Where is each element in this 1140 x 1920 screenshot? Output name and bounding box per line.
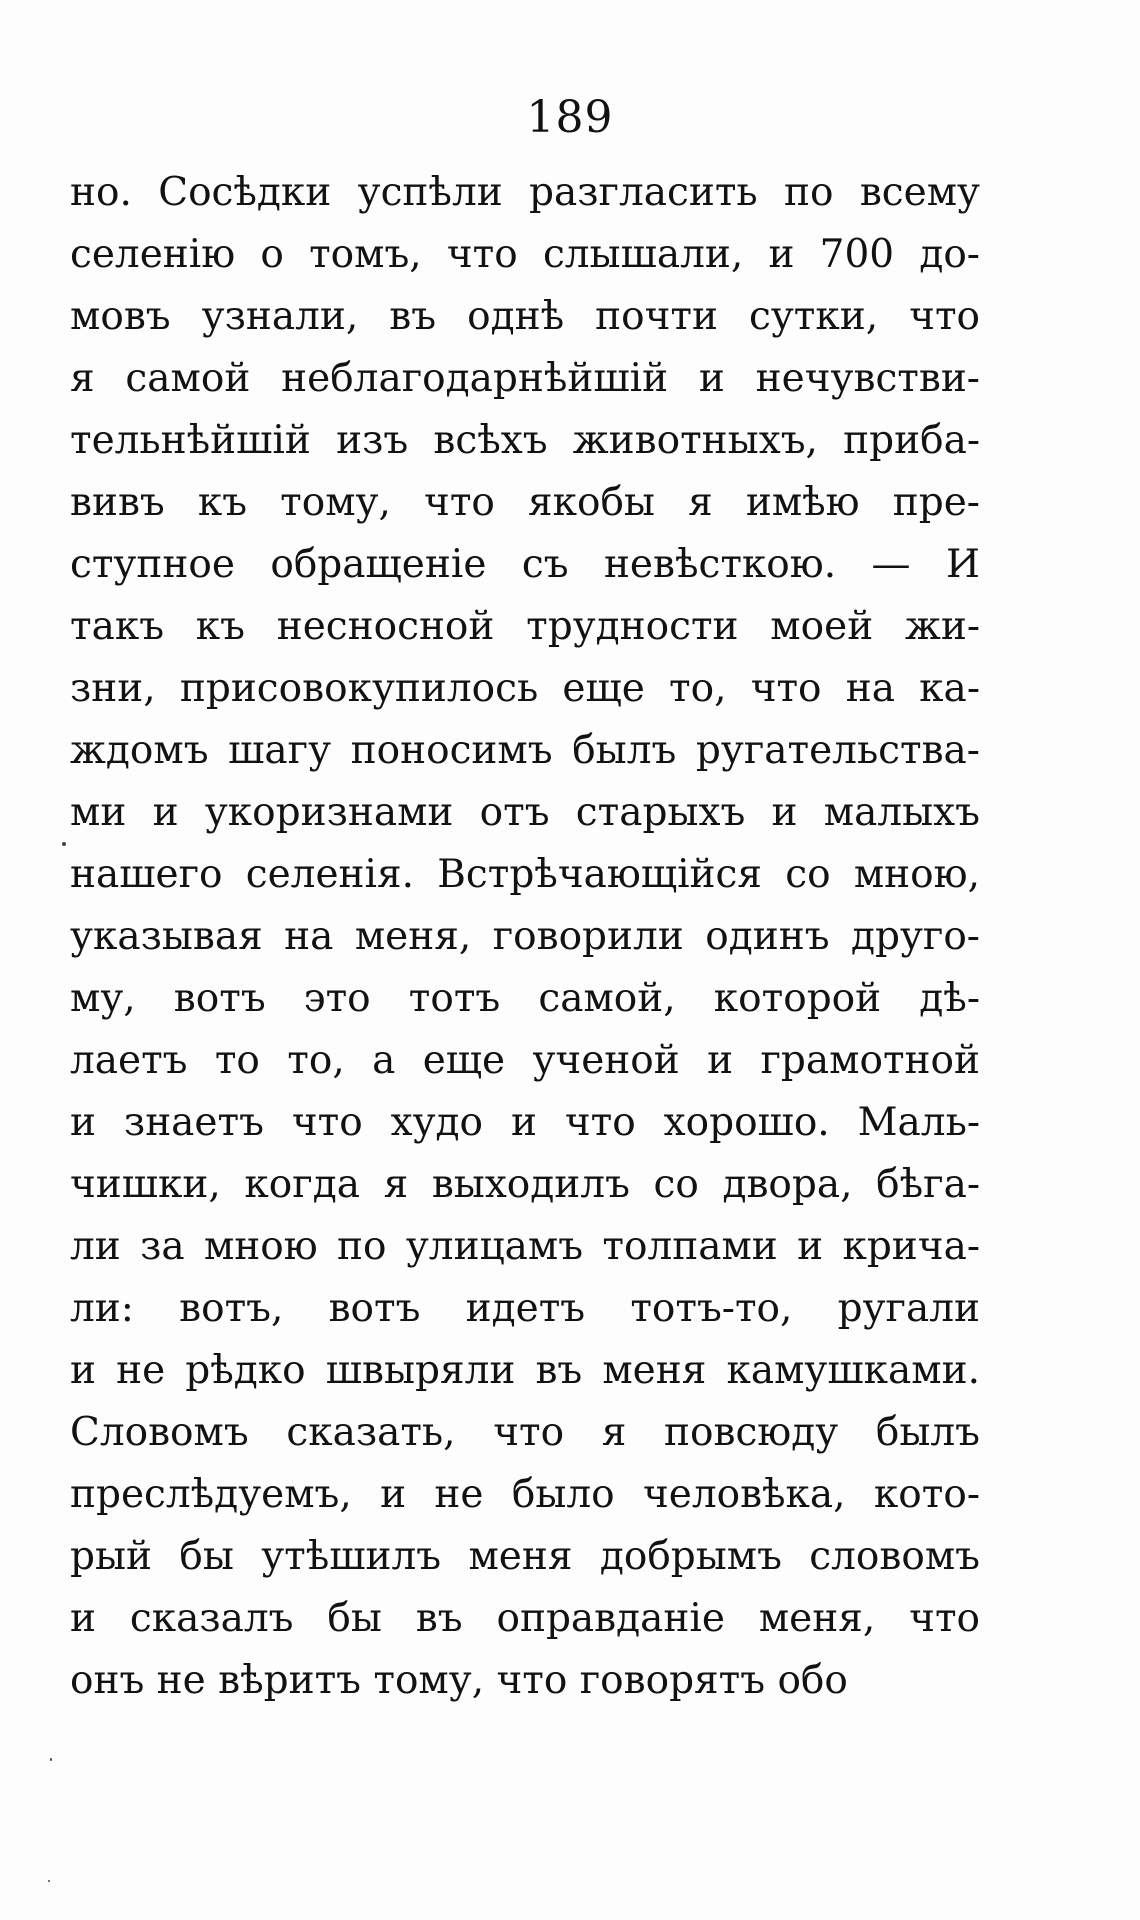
- text-line: тельнѣйшій изъ всѣхъ животныхъ, приба-: [70, 418, 980, 463]
- paper-speck: [50, 1758, 52, 1761]
- text-line: Словомъ сказать, что я повсюду былъ: [70, 1410, 980, 1455]
- text-line: ли: вотъ, вотъ идетъ тотъ-то, ругали: [70, 1286, 980, 1331]
- text-line: но. Сосѣдки успѣли разгласить по всему: [70, 170, 980, 215]
- text-line: ждомъ шагу поносимъ былъ ругательства-: [70, 728, 980, 773]
- page-number: 189: [526, 92, 614, 143]
- text-line: ступное обращеніе съ невѣсткою. — И: [70, 542, 980, 587]
- text-line: чишки, когда я выходилъ со двора, бѣга-: [70, 1162, 980, 1207]
- text-line: нашего селенія. Встрѣчающійся со мною,: [70, 852, 980, 897]
- text-line: му, вотъ это тотъ самой, которой дѣ-: [70, 976, 980, 1021]
- text-line: онъ не вѣритъ тому, что говорятъ обо: [70, 1658, 848, 1703]
- paper-speck: [62, 842, 66, 846]
- text-line: и не рѣдко швыряли въ меня камушками.: [70, 1348, 980, 1393]
- text-line: рый бы утѣшилъ меня добрымъ словомъ: [70, 1534, 980, 1579]
- text-line: и сказалъ бы въ оправданіе меня, что: [70, 1596, 980, 1641]
- text-line: и знаетъ что худо и что хорошо. Маль-: [70, 1100, 980, 1145]
- text-line: лаетъ то то, а еще ученой и грамотной: [70, 1038, 980, 1083]
- text-line: ли за мною по улицамъ толпами и крича-: [70, 1224, 980, 1269]
- text-line: селенію о томъ, что слышали, и 700 до-: [70, 232, 980, 277]
- text-line: вивъ къ тому, что якобы я имѣю пре-: [70, 480, 980, 525]
- body-text: [70, 162, 980, 1712]
- text-line: указывая на меня, говорили одинъ друго-: [70, 914, 980, 959]
- text-line: мовъ узнали, въ однѣ почти сутки, что: [70, 294, 980, 339]
- text-line: такъ къ несносной трудности моей жи-: [70, 604, 980, 649]
- text-line: я самой неблагодарнѣйшій и нечувстви-: [70, 356, 980, 401]
- text-line: зни, присовокупилось еще то, что на ка-: [70, 666, 980, 711]
- paper-speck: [48, 1880, 50, 1882]
- text-line: ми и укоризнами отъ старыхъ и малыхъ: [70, 790, 980, 835]
- text-line: преслѣдуемъ, и не было человѣка, кото-: [70, 1472, 980, 1517]
